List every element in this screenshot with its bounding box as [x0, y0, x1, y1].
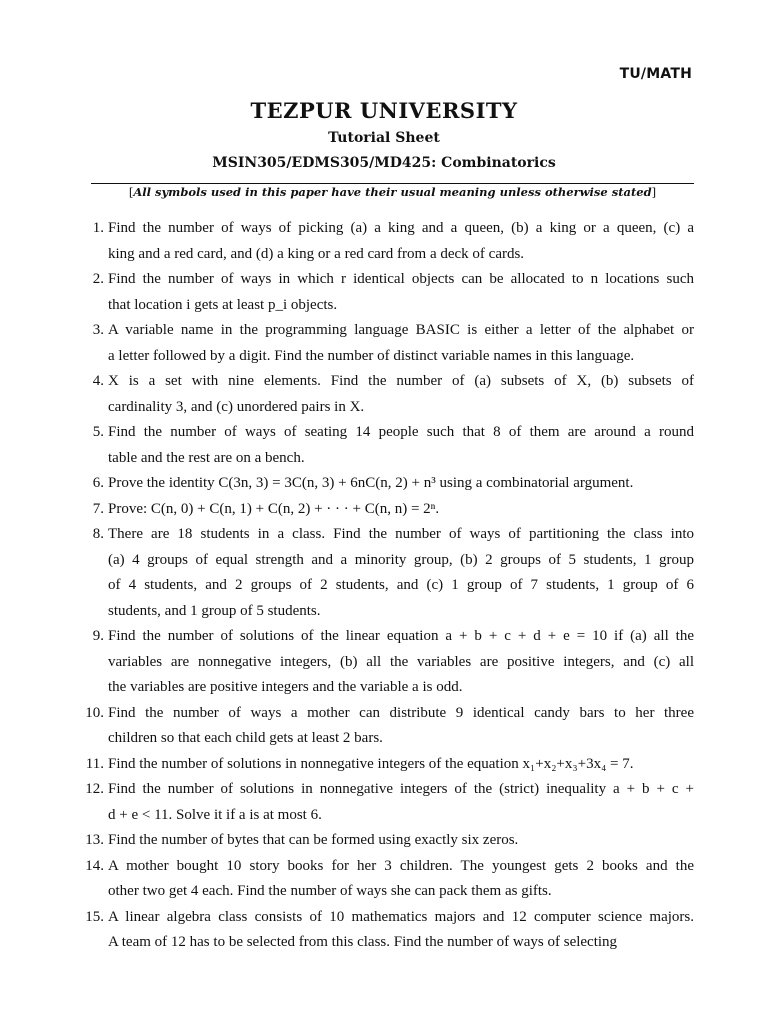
- problem-text-line: Find the number of ways of picking (a) a king and a queen, (b) a king or a queen, (c) a: [108, 220, 694, 236]
- problem-text-line: X is a set with nine elements. Find the number of (a) subsets of X, (b) subsets of: [108, 373, 694, 389]
- problem-number: 12.: [85, 781, 104, 797]
- problem-number: 13.: [85, 832, 104, 848]
- problem-item: [92, 267, 694, 318]
- problem-item: [85, 752, 694, 778]
- problem-item: [92, 522, 694, 624]
- problem-list: [85, 216, 694, 956]
- problem-text-line: students, and 1 group of 5 students.: [108, 602, 321, 619]
- problem-text-line: (a) 4 groups of equal strength and a minority group, (b) 2 groups of 5 students, 1 group: [108, 551, 694, 568]
- problem-text-line: Find the number of ways of seating 14 people such that 8 of them are around a round: [108, 424, 694, 440]
- problem-number: 10.: [85, 704, 104, 721]
- header-rule: [91, 183, 694, 184]
- problem-item: [85, 777, 694, 828]
- problem-number: 9.: [92, 628, 104, 644]
- problem-item: [85, 701, 694, 752]
- course-title: MSIN305/EDMS305/MD425: Combinatorics: [212, 155, 556, 171]
- note-text: All symbols used in this paper have their usual meaning unless otherwise stated: [133, 185, 652, 199]
- problem-text-line: king and a red card, and (d) a king or a red card from a deck of cards.: [108, 245, 525, 262]
- problem-number: 11.: [85, 755, 104, 772]
- problem-text-line: A mother bought 10 story books for her 3 children. The youngest gets 2 books and the: [108, 857, 694, 874]
- problem-text-line: other two get 4 each. Find the number of ways she can pack them as gifts.: [108, 883, 552, 899]
- problem-item: [92, 624, 694, 701]
- problem-number: 2.: [92, 271, 104, 287]
- problem-item: [85, 828, 694, 854]
- problem-item: [92, 216, 694, 267]
- problem-text-line: There are 18 students in a class. Find the number of ways of partitioning the class into: [108, 526, 694, 542]
- problem-text-line: Find the number of bytes that can be formed using exactly six zeros.: [108, 832, 519, 848]
- problem-text-line: children so that each child gets at least 2 bars.: [108, 730, 383, 746]
- problem-text-line: A linear algebra class consists of 10 mathematics majors and 12 computer science majors.: [108, 908, 694, 925]
- problem-item: [92, 471, 694, 497]
- instruction-note: [91, 185, 694, 199]
- problem-item: [85, 905, 694, 956]
- problem-text-line: of 4 students, and 2 groups of 2 students, and (c) 1 group of 7 students, 1 group of 6: [108, 577, 694, 593]
- problem-number: 7.: [92, 500, 104, 517]
- problem-number: 14.: [85, 857, 104, 874]
- problem-text-line: the variables are positive integers and the variable a is odd.: [108, 679, 463, 695]
- problem-text-line: d + e < 11. Solve it if a is at most 6.: [108, 806, 322, 823]
- problem-item: [85, 854, 694, 905]
- problem-text-line: that location i gets at least p_i objects.: [108, 296, 338, 313]
- problem-text-line: Prove: C(n, 0) + C(n, 1) + C(n, 2) + · · · + C(n, n) = 2ⁿ.: [108, 500, 440, 517]
- problem-number: 5.: [92, 424, 104, 440]
- university-title: TEZPUR UNIVERSITY: [250, 98, 518, 123]
- problem-text-line: Prove the identity C(3n, 3) = 3C(n, 3) + 6nC(n, 2) + n³ using a combinatorial argument.: [108, 475, 634, 491]
- problem-text-line: table and the rest are on a bench.: [108, 449, 305, 466]
- problem-number: 8.: [92, 526, 104, 542]
- problem-number: 3.: [92, 322, 104, 338]
- problem-text-line: Find the number of solutions in nonnegative integers of the (strict) inequality a + b + c +: [108, 781, 694, 797]
- problem-number: 4.: [92, 373, 104, 389]
- problem-text-line: Find the number of solutions of the linear equation a + b + c + d + e = 10 if (a) all the: [108, 628, 694, 644]
- problem-item: [92, 497, 694, 523]
- problem-text-line: A variable name in the programming language BASIC is either a letter of the alphabet or: [108, 322, 694, 338]
- problem-text-line: variables are nonnegative integers, (b) all the variables are positive integers, and (c) all: [108, 653, 694, 670]
- sheet-title: Tutorial Sheet: [328, 130, 440, 146]
- problem-text-line: cardinality 3, and (c) unordered pairs in X.: [108, 398, 365, 415]
- problem-number: 15.: [85, 908, 104, 925]
- problem-text-line: Find the number of ways in which r identical objects can be allocated to n locations such: [108, 271, 694, 287]
- problem-item: [92, 420, 694, 471]
- problem-item: [92, 318, 694, 369]
- problem-number: 6.: [92, 475, 104, 491]
- problem-text-line: A team of 12 has to be selected from this class. Find the number of ways of selecting: [108, 934, 618, 950]
- problem-text-line: a letter followed by a digit. Find the number of distinct variable names in this language.: [108, 347, 635, 364]
- problem-number: 1.: [92, 220, 104, 236]
- header-tag: TU/MATH: [619, 66, 692, 82]
- note-open-bracket: [: [128, 185, 134, 199]
- problem-item: [92, 369, 694, 420]
- note-close-bracket: ]: [651, 185, 657, 199]
- problem-text-line: Find the number of ways a mother can distribute 9 identical candy bars to her three: [108, 704, 694, 721]
- problem-text-line: Find the number of solutions in nonnegative integers of the equation x₁+x₂+x₃+3x₄ = 7.: [108, 755, 634, 772]
